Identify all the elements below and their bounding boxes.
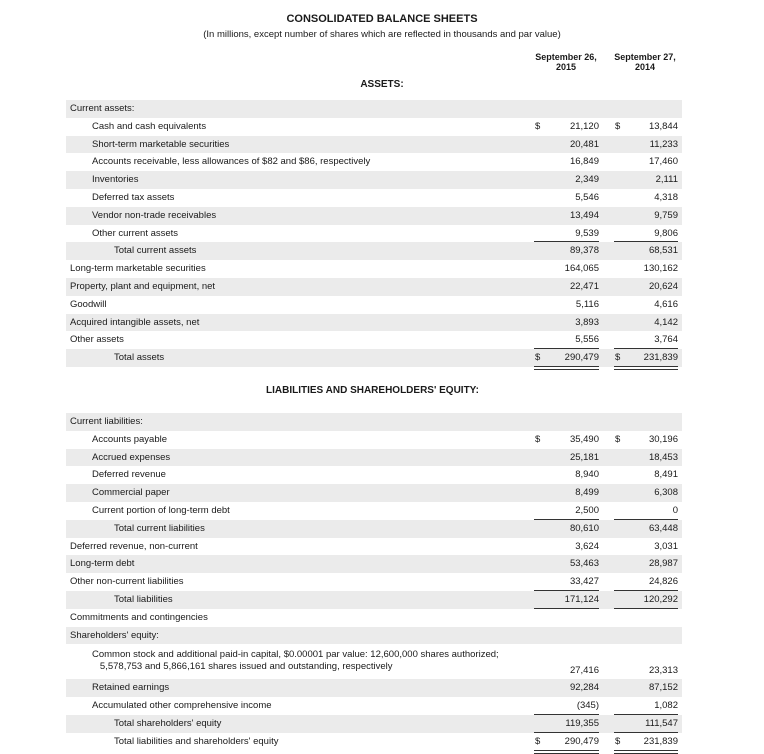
row-label: Long-term marketable securities: [70, 263, 206, 275]
value-2015: 22,471: [569, 280, 599, 292]
table-row: [66, 189, 682, 207]
table-row: [66, 100, 682, 118]
row-label: Shareholders' equity:: [70, 629, 159, 641]
table-row: [66, 136, 682, 154]
table-row: [66, 278, 682, 296]
value-2014: 30,196: [648, 433, 678, 445]
dollar-sign: $: [535, 352, 541, 364]
row-label: Current assets:: [70, 103, 135, 114]
table-row: [66, 733, 682, 751]
row-label: Other non-current liabilities: [70, 576, 184, 588]
row-label: Goodwill: [70, 298, 107, 310]
value-2014: 6,308: [654, 487, 678, 499]
dollar-sign: $: [535, 433, 541, 445]
row-label: Current portion of long-term debt: [92, 504, 230, 516]
row-label: Accounts payable: [92, 433, 167, 445]
value-2015: 164,065: [564, 263, 599, 275]
column-header-line2: 2015: [555, 62, 577, 72]
value-2014: 13,844: [648, 120, 678, 132]
row-label: Current liabilities:: [70, 415, 143, 427]
value-2014: 1,082: [654, 700, 678, 712]
value-2015: 171,124: [564, 593, 599, 605]
table-row: [66, 242, 682, 260]
statement-title: CONSOLIDATED BALANCE SHEETS: [286, 13, 478, 25]
row-label: Deferred revenue, non-current: [70, 540, 198, 552]
value-2015: 5,556: [575, 334, 599, 346]
value-2014: 2,111: [655, 174, 678, 186]
table-row: [66, 644, 682, 679]
value-2014: 8,491: [654, 469, 678, 481]
row-label: Common stock and additional paid-in capital, $0.00001 par value: 12,600,000 shares authorized; 5,578,753 and 5,866,161 shares issued and outstanding, respectively: [92, 649, 499, 673]
column-header-line2: 2014: [634, 62, 656, 72]
row-label: Total liabilities: [114, 593, 173, 605]
value-2015: 2,500: [575, 504, 599, 516]
table-row: [66, 449, 682, 467]
double-underline-rule: [534, 750, 599, 754]
table-row: [66, 153, 682, 171]
dollar-sign: $: [615, 735, 621, 747]
table-row: [66, 679, 682, 697]
value-2015: 3,624: [575, 540, 599, 552]
value-2014: 23,313: [648, 664, 678, 676]
column-header-line1: September 27,: [614, 52, 676, 62]
value-2014: 120,292: [643, 593, 678, 605]
table-row: [66, 573, 682, 591]
value-2014: 68,531: [648, 245, 678, 257]
value-2015: 13,494: [569, 209, 599, 221]
table-row: [66, 466, 682, 484]
assets-section-heading: ASSETS:: [360, 79, 404, 90]
row-label: Acquired intangible assets, net: [70, 316, 200, 328]
value-2014: 231,839: [643, 352, 678, 364]
value-2015: 27,416: [569, 664, 599, 676]
row-label: Accrued expenses: [92, 451, 171, 463]
table-row: [66, 591, 682, 609]
row-label: Other assets: [70, 334, 124, 346]
row-label: Retained earnings: [92, 682, 170, 694]
value-2014: 111,547: [645, 717, 678, 729]
value-2015: 2,349: [575, 174, 599, 186]
value-2015: 33,427: [569, 576, 599, 588]
value-2015: (345): [576, 700, 599, 712]
table-row: [66, 555, 682, 573]
value-2014: 4,616: [654, 298, 678, 310]
row-label: Short-term marketable securities: [92, 138, 230, 150]
row-label: Commercial paper: [92, 487, 170, 499]
table-row: [66, 296, 682, 314]
table-row: [66, 502, 682, 520]
table-row: [66, 538, 682, 556]
table-row: [66, 260, 682, 278]
value-2014: 130,162: [643, 263, 678, 275]
value-2014: 231,839: [643, 735, 678, 747]
table-row: [66, 609, 682, 627]
row-label: Total current liabilities: [114, 522, 205, 534]
value-2014: 0: [672, 504, 678, 516]
table-row: [66, 331, 682, 349]
row-label: Total current assets: [114, 245, 197, 257]
value-2014: 28,987: [648, 558, 678, 570]
value-2015: 290,479: [564, 735, 599, 747]
value-2014: 3,764: [654, 334, 678, 346]
table-row: [66, 349, 682, 367]
table-row: [66, 314, 682, 332]
row-label: Other current assets: [92, 227, 179, 239]
dollar-sign: $: [615, 433, 621, 445]
row-label: Commitments and contingencies: [70, 611, 208, 623]
value-2014: 17,460: [648, 156, 678, 168]
double-underline-rule: [614, 750, 678, 754]
value-2015: 8,499: [575, 487, 599, 499]
value-2014: 24,826: [648, 576, 678, 588]
value-2015: 9,539: [575, 227, 599, 239]
value-2015: 3,893: [575, 316, 599, 328]
value-2014: 4,318: [654, 191, 678, 203]
value-2015: 8,940: [575, 469, 599, 481]
value-2015: 20,481: [569, 138, 599, 150]
table-row: [66, 484, 682, 502]
value-2014: 4,142: [654, 316, 678, 328]
value-2014: 11,233: [649, 138, 678, 150]
value-2015: 89,378: [569, 245, 599, 257]
row-label: Cash and cash equivalents: [92, 120, 207, 132]
table-row: [66, 171, 682, 189]
table-row: [66, 118, 682, 136]
dollar-sign: $: [535, 735, 541, 747]
dollar-sign: $: [535, 120, 541, 132]
table-row: [66, 715, 682, 733]
table-row: [66, 225, 682, 243]
value-2015: 119,355: [565, 717, 599, 729]
value-2015: 92,284: [569, 682, 599, 694]
row-label: Inventories: [92, 174, 139, 186]
table-row: [66, 627, 682, 645]
table-row: [66, 413, 682, 431]
row-label: Deferred revenue: [92, 469, 166, 481]
row-label: Deferred tax assets: [92, 191, 175, 203]
row-label: Total liabilities and shareholders' equity: [114, 735, 279, 747]
table-row: [66, 520, 682, 538]
table-row: [66, 207, 682, 225]
column-header-2015: [526, 52, 606, 72]
row-label: Vendor non-trade receivables: [92, 209, 217, 221]
column-header-line1: September 26,: [535, 52, 597, 62]
value-2015: 80,610: [569, 522, 599, 534]
row-label: Accumulated other comprehensive income: [92, 700, 272, 712]
value-2015: 35,490: [569, 433, 599, 445]
double-underline-rule: [614, 366, 678, 370]
dollar-sign: $: [615, 352, 621, 364]
value-2015: 53,463: [569, 558, 599, 570]
value-2014: 3,031: [654, 540, 678, 552]
section-spacer: [66, 401, 682, 413]
table-row: [66, 431, 682, 449]
table-row: [66, 697, 682, 715]
column-header-2014: [605, 52, 685, 72]
value-2015: 290,479: [564, 352, 599, 364]
statement-subtitle: (In millions, except number of shares which are reflected in thousands and par value): [203, 29, 561, 40]
value-2015: 16,849: [569, 156, 599, 168]
dollar-sign: $: [615, 120, 621, 132]
liabilities-section-heading: LIABILITIES AND SHAREHOLDERS' EQUITY:: [266, 384, 479, 396]
value-2014: 9,759: [654, 209, 678, 221]
value-2014: 87,152: [648, 682, 678, 694]
double-underline-rule: [534, 366, 599, 370]
value-2014: 18,453: [648, 451, 678, 463]
row-label: Total shareholders' equity: [114, 717, 222, 729]
value-2014: 9,806: [654, 227, 678, 239]
value-2014: 20,624: [648, 280, 678, 292]
value-2015: 21,120: [569, 120, 599, 132]
row-label: Accounts receivable, less allowances of $82 and $86, respectively: [92, 156, 371, 168]
value-2015: 5,116: [575, 298, 599, 310]
row-label: Property, plant and equipment, net: [70, 280, 216, 292]
value-2014: 63,448: [648, 522, 678, 534]
row-label: Total assets: [114, 352, 165, 364]
value-2015: 25,181: [569, 451, 599, 463]
row-label: Long-term debt: [70, 558, 135, 570]
balance-sheet-table: [66, 100, 682, 751]
value-2015: 5,546: [575, 191, 599, 203]
